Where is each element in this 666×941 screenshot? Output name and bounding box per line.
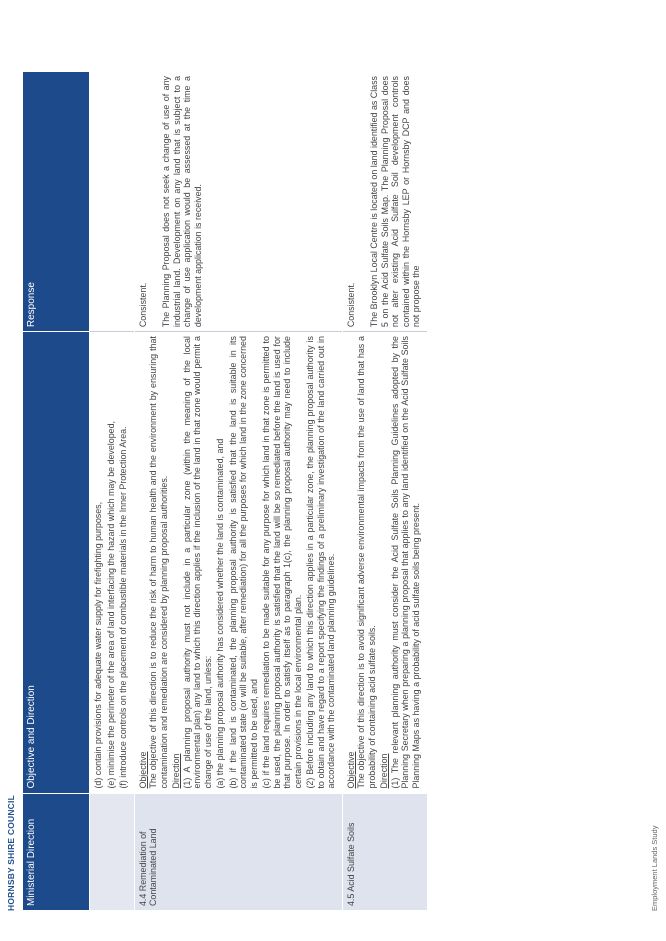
objective-direction-cell xyxy=(90,332,135,793)
paragraph: (c) if the land requires remediation to be made suitable for any purpose for which land in that zone is permitted to be used, the planning proposal authority is satisfied that the land will be so remediated before the land is used for that purpose. In order to satisfy itself as to paragraph 1(c), the planning proposal authority may need to include certain provisions in the local environmental plan. xyxy=(261,336,303,789)
objective-label: Objective xyxy=(137,751,148,789)
objective-text: The objective of this direction is to avoid significant adverse environmental impacts from the use of land that has a probability of containing acid sulfate soils. xyxy=(356,336,377,789)
direction-label: Direction xyxy=(171,753,181,789)
page-footer: Employment Lands Study xyxy=(650,825,659,911)
response-text: The Planning Proposal does not seek a change of use of any industrial land. Development on any land that is subject to a change of use application would be assessed at the time a development application is received. xyxy=(161,76,203,328)
paragraph: (1) A planning proposal authority must not include in a particular zone (within the meaning of the local environmental plan) any land to which this direction applies if the inclusion of the land in that zone would permit a change of use of the land, unless: xyxy=(181,336,213,789)
response-status: Consistent. xyxy=(137,282,148,328)
col-header-objective: Objective and Direction xyxy=(23,332,90,793)
paragraph: (2) Before including any land to which this direction applies in a particular zone, the planning proposal authority is to obtain and have regard to a report specifying the findings of a preliminary investigation of the land carried out in accordance with the contaminated land planning guidelines. xyxy=(305,336,336,789)
paragraph: (b) if the land is contaminated, the planning proposal authority is satisfied that the land is suitable in its contaminated state (or will be suitable, after remediation) for all the purposes for which land in the zone concerned is permitted to be used, and xyxy=(227,336,259,789)
paragraph: (e) minimise the perimeter of the area of land interfacing the hazard which may be developed, xyxy=(105,421,116,789)
response-cell xyxy=(134,72,342,332)
paragraph: (a) the planning proposal authority has considered whether the land is contaminated, and xyxy=(215,438,225,789)
col-header-direction: Ministerial Direction xyxy=(23,793,90,910)
table-row xyxy=(342,72,427,911)
objective-direction-cell xyxy=(134,332,342,793)
response-cell xyxy=(342,72,427,332)
paragraph: (1) The relevant planning authority must consider the Acid Sulfate Soils Planning Guidelines adopted by the Planning Secretary when preparing a planning proposal that applies to any land identified on the Acid Sulfate Soils Planning Maps as having a probability of acid sulfate soils being present. xyxy=(389,336,421,789)
objective-label: Objective xyxy=(345,751,356,789)
table-row xyxy=(134,72,342,911)
direction-label: Direction xyxy=(379,753,389,789)
table-header-row xyxy=(23,72,90,911)
response-text: The Brooklyn Local Centre is located on land identified as Class 5 on the Acid Sulfate Soils Map. The Planning Proposal does not alter existing Acid Sulfate Soil development controls contained within the Hornsby LEP or Hornsby DCP and does not propose the xyxy=(369,76,421,328)
objective-direction-cell xyxy=(342,332,427,793)
col-header-response: Response xyxy=(23,72,90,332)
paragraph: (f) introduce controls on the placement of combustible materials in the Inner Protection Area. xyxy=(118,426,128,789)
direction-cell xyxy=(90,793,135,910)
directions-table xyxy=(22,71,428,911)
paragraph: (d) contain provisions for adequate water supply for firefighting purposes, xyxy=(93,501,103,789)
council-header: HORNSBY SHIRE COUNCIL xyxy=(6,795,16,911)
objective-text: The objective of this direction is to reduce the risk of harm to human health and the environment by ensuring that contamination and remediation are considered by planning proposal authorities. xyxy=(148,336,169,789)
table-row xyxy=(90,72,135,911)
direction-cell: 4.4 Remediation of Contaminated Land xyxy=(134,793,342,910)
response-cell xyxy=(90,72,135,332)
response-status: Consistent. xyxy=(345,282,356,328)
direction-cell: 4.5 Acid Sulfate Soils xyxy=(342,793,427,910)
